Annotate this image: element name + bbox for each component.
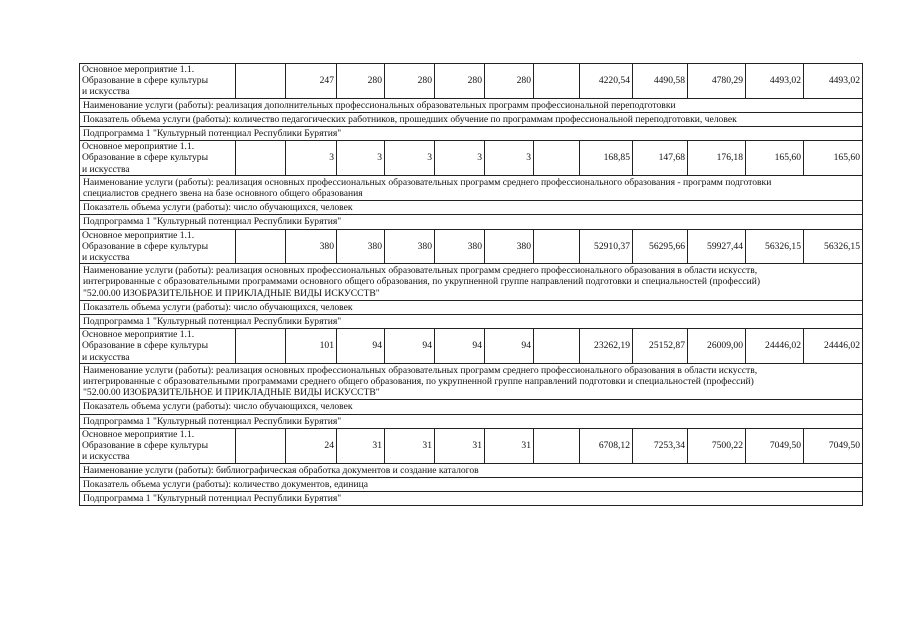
description-line: Наименование услуги (работы): реализация основных профессиональных образовательных программ среднего профессионального образования в области искусств, [83,265,758,277]
table-row-measure [80,64,863,99]
value-cell: 280 [337,64,385,99]
value-cell [534,428,580,463]
table-row-measure [80,329,863,364]
description-line: Подпрограмма 1 "Культурный потенциал Республики Бурятия" [83,415,342,427]
description-line: Наименование услуги (работы): библиографическая обработка документов и создание каталогов [83,464,479,476]
table-row-measure [80,141,863,176]
value-cell: 247 [286,64,337,99]
value-cell: 380 [286,229,337,264]
table-row-description [80,98,863,112]
table-row-description [80,300,863,314]
description-cell [80,175,863,200]
value-cell: 7500,22 [688,428,746,463]
value-cell: 280 [435,64,485,99]
table-row-description [80,315,863,329]
measure-name-line: и искусства [82,252,130,264]
description-cell [80,315,863,329]
description-line: Наименование услуги (работы): реализация дополнительных профессиональных образовательных программ профессиональной переподготовки [83,99,676,111]
measure-name-cell [80,141,236,176]
measure-name-line: Основное мероприятие 1.1. [82,229,195,241]
table-row-measure [80,428,863,463]
table-row-description [80,477,863,491]
value-cell: 31 [337,428,385,463]
description-line: Подпрограмма 1 "Культурный потенциал Республики Бурятия" [83,492,342,504]
value-cell [534,229,580,264]
value-cell: 4493,02 [804,64,863,99]
description-line: Показатель объема услуги (работы): число обучающихся, человек [83,401,353,413]
value-cell: 3 [435,141,485,176]
value-cell: 4490,58 [633,64,688,99]
value-cell: 3 [385,141,435,176]
table-row-description [80,400,863,414]
value-cell: 24 [286,428,337,463]
description-line: Подпрограмма 1 "Культурный потенциал Республики Бурятия" [83,316,342,328]
value-cell: 380 [385,229,435,264]
value-cell: 3 [337,141,385,176]
value-cell: 165,60 [804,141,863,176]
measure-name-cell [80,428,236,463]
description-cell [80,264,863,301]
value-cell: 56326,15 [804,229,863,264]
value-cell: 380 [485,229,534,264]
description-cell [80,215,863,229]
description-cell [80,363,863,400]
table-row-description [80,127,863,141]
measure-name-line: и искусства [82,163,130,175]
value-cell: 280 [485,64,534,99]
measure-name-line: Основное мероприятие 1.1. [82,141,195,153]
value-cell: 147,68 [633,141,688,176]
value-cell: 94 [385,329,435,364]
measure-name-line: Основное мероприятие 1.1. [82,64,195,75]
value-cell: 168,85 [580,141,633,176]
value-cell [236,141,286,176]
value-cell [236,329,286,364]
description-line: Наименование услуги (работы): реализация основных профессиональных образовательных программ среднего профессионального образования в области искусств, [83,364,758,376]
measure-name-line: Образование в сфере культуры [82,75,209,87]
value-cell: 31 [435,428,485,463]
description-cell [80,300,863,314]
value-cell: 7049,50 [804,428,863,463]
budget-table [79,63,863,506]
value-cell: 94 [435,329,485,364]
description-cell [80,201,863,215]
measure-name-line: Основное мероприятие 1.1. [82,428,195,440]
value-cell [534,64,580,99]
table-row-description [80,215,863,229]
description-cell [80,400,863,414]
value-cell: 7253,34 [633,428,688,463]
table-row-description [80,112,863,126]
value-cell: 176,18 [688,141,746,176]
description-cell [80,98,863,112]
measure-name-cell [80,229,236,264]
value-cell [236,229,286,264]
table-row-description [80,491,863,505]
value-cell: 101 [286,329,337,364]
value-cell [534,329,580,364]
measure-name-line: Образование в сфере культуры [82,440,209,452]
value-cell: 4780,29 [688,64,746,99]
value-cell: 24446,02 [804,329,863,364]
table-row-description [80,175,863,200]
description-line: Наименование услуги (работы): реализация основных профессиональных образовательных программ среднего профессионального образования - программ подготовки [83,176,772,188]
measure-name-line: Образование в сфере культуры [82,340,209,352]
value-cell: 380 [337,229,385,264]
value-cell: 52910,37 [580,229,633,264]
table-row-description [80,414,863,428]
measure-name-line: Образование в сфере культуры [82,240,209,252]
description-cell [80,112,863,126]
value-cell: 59927,44 [688,229,746,264]
measure-name-cell [80,329,236,364]
description-line: интегрированные с образовательными программами основного общего образования, по укрупненной группе направлений подготовки и специальностей (профессий) [83,276,761,288]
value-cell: 23262,19 [580,329,633,364]
description-line: Показатель объема услуги (работы): число обучающихся, человек [83,301,353,313]
description-line: специалистов среднего звена на базе основного общего образования [83,188,363,200]
value-cell: 3 [286,141,337,176]
table-row-description [80,363,863,400]
value-cell: 4493,02 [746,64,804,99]
measure-name-line: и искусства [82,86,130,98]
value-cell [236,64,286,99]
value-cell: 6708,12 [580,428,633,463]
measure-name-cell [80,64,236,99]
description-line: "52.00.00 ИЗОБРАЗИТЕЛЬНОЕ И ПРИКЛАДНЫЕ ВИДЫ ИСКУССТВ" [83,387,380,399]
description-line: Подпрограмма 1 "Культурный потенциал Республики Бурятия" [83,216,342,228]
value-cell: 7049,50 [746,428,804,463]
description-line: Показатель объема услуги (работы): количество педагогических работников, прошедших обучение по программам профессиональной переподготовки, человек [83,113,737,125]
table-body [80,64,863,506]
description-cell [80,414,863,428]
value-cell: 4220,54 [580,64,633,99]
table-row-description [80,201,863,215]
description-line: Подпрограмма 1 "Культурный потенциал Республики Бурятия" [83,128,342,140]
description-cell [80,127,863,141]
value-cell: 94 [337,329,385,364]
value-cell: 24446,02 [746,329,804,364]
table-row-measure [80,229,863,264]
measure-name-line: Образование в сфере культуры [82,152,209,164]
description-line: Показатель объема услуги (работы): количество документов, единица [83,478,368,490]
value-cell [236,428,286,463]
document-page [79,63,862,506]
value-cell: 56326,15 [746,229,804,264]
description-line: "52.00.00 ИЗОБРАЗИТЕЛЬНОЕ И ПРИКЛАДНЫЕ ВИДЫ ИСКУССТВ" [83,287,380,299]
value-cell [534,141,580,176]
value-cell: 25152,87 [633,329,688,364]
value-cell: 94 [485,329,534,364]
description-line: Показатель объема услуги (работы): число обучающихся, человек [83,202,353,214]
description-cell [80,491,863,505]
table-row-description [80,264,863,301]
description-cell [80,463,863,477]
value-cell: 26009,00 [688,329,746,364]
value-cell: 31 [385,428,435,463]
description-line: интегрированные с образовательными программами среднего общего образования, по укрупненной группе направлений подготовки и специальностей (профессий) [83,376,754,388]
table-row-description [80,463,863,477]
value-cell: 165,60 [746,141,804,176]
value-cell: 380 [435,229,485,264]
measure-name-line: и искусства [82,451,130,463]
measure-name-line: Основное мероприятие 1.1. [82,329,195,341]
value-cell: 3 [485,141,534,176]
value-cell: 56295,66 [633,229,688,264]
value-cell: 280 [385,64,435,99]
description-cell [80,477,863,491]
measure-name-line: и искусства [82,351,130,363]
value-cell: 31 [485,428,534,463]
